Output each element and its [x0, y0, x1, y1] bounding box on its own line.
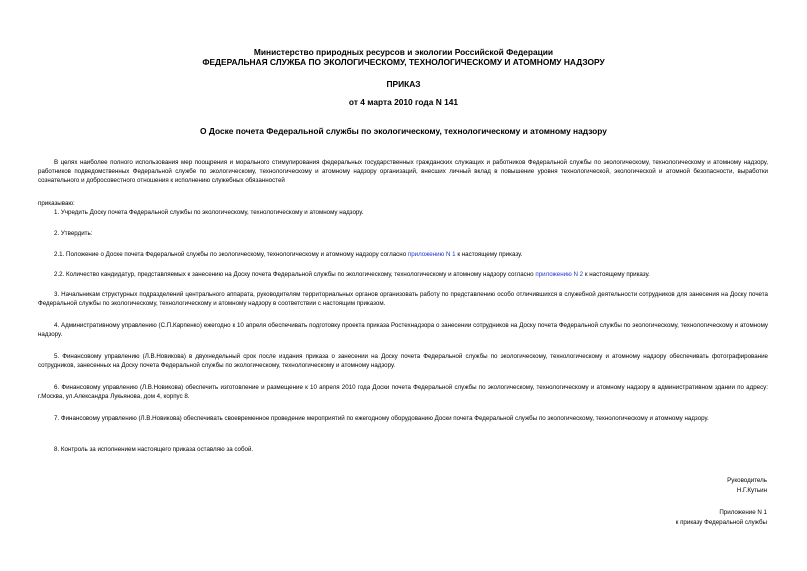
doc-title: О Доске почета Федеральной службы по экологическому, технологическому и атомному надзору [200, 126, 607, 136]
item-2-2-text: 2.2. Количество кандидатур, представляемых к занесению на Доску почета Федеральной службы по экологическому, технологическому и атомному надзору согласно [54, 271, 536, 278]
appendix-ref: к приказу Федеральной службы [675, 519, 767, 526]
item-7: 7. Финансовому управлению (Л.В.Новикова) обеспечивать своевременное проведение мероприятий по ежегодному оборудованию Доски почета Федеральной службы по экологическому, технологическому и атомному надзору. [54, 415, 709, 422]
appendix-2-link[interactable]: приложению N 2 [535, 271, 584, 278]
item-2-2 [38, 270, 768, 279]
item-6: 6. Финансовому управлению (Л.В.Новикова) обеспечить изготовление и размещение к 10 апреля 2010 года Доски почета Федеральной службы по экологическому, технологическому и атомному надзору в административном здании по адресу: г.Москва, ул.Александра Лукьянова, дом 4, корпус 8. [38, 384, 768, 401]
item-5: 5. Финансовому управлению (Л.В.Новикова) в двухнедельный срок после издания приказа о занесении на Доску почета Федеральной службы по экологическому, технологическому и атомному надзору обеспечивать фотографирование сотрудников, занесенных на Доску почета Федеральной службы по экологическому, технологическому и атомному надзору. [38, 353, 768, 370]
preamble: В целях наиболее полного использования мер поощрения и морального стимулирования федеральных государственных гражданских служащих и работников Федеральной службы по экологическому, технологическому и атомному надзору, работников подведомственных Федеральной службе по экологическому, технологическому и атомному надзору организаций, внесших личный вклад в повышение уровня технологической, экологической и атомной безопасности, выработки сознательного и добросовестного отношения к исполнению служебных обязанностей [38, 159, 768, 185]
doc-date-number: от 4 марта 2010 года N 141 [348, 97, 459, 107]
item-2-1-text: 2.1. Положение о Доске почета Федеральной службы по экологическому, технологическому и атомному надзору согласно [54, 251, 408, 258]
item-3: 3. Начальникам структурных подразделений центрального аппарата, руководителям территориальных органов организовать работу по представлению особо отличившихся в служебной деятельности сотрудников для занесения на Доску почета Федеральной службы по экологическому, технологическому и атомному надзору в соответствии с настоящим приказом. [38, 291, 768, 308]
item-2-2-tail: к настоящему приказу. [583, 271, 650, 278]
appendix-1-link[interactable]: приложению N 1 [407, 251, 456, 258]
signature-position: Руководитель [727, 477, 767, 484]
item-2-1 [38, 250, 768, 259]
item-2-1-tail: к настоящему приказу. [455, 251, 523, 258]
item-8: 8. Контроль за исполнением настоящего приказа оставляю за собой. [54, 446, 254, 453]
order-word: приказываю: [38, 200, 75, 207]
appendix-label: Приложение N 1 [719, 509, 767, 516]
item-1: 1. Учредить Доску почета Федеральной службы по экологическому, технологическому и атомному надзору. [54, 209, 364, 216]
item-4: 4. Административному управлению (С.П.Карпенко) ежегодно к 10 апреля обеспечивать подготовку проекта приказа Ростехнадзора о занесении сотрудников на Доску почета Федеральной службы по экологическому, технологическому и атомному надзору. [38, 322, 768, 339]
item-2: 2. Утвердить: [54, 230, 93, 237]
ministry-name: Министерство природных ресурсов и экологии Российской Федерации [253, 47, 554, 57]
signature-name: Н.Г.Кутьин [736, 487, 767, 494]
doc-type: ПРИКАЗ [386, 79, 421, 89]
service-name: ФЕДЕРАЛЬНАЯ СЛУЖБА ПО ЭКОЛОГИЧЕСКОМУ, ТЕХНОЛОГИЧЕСКОМУ И АТОМНОМУ НАДЗОРУ [202, 57, 605, 67]
